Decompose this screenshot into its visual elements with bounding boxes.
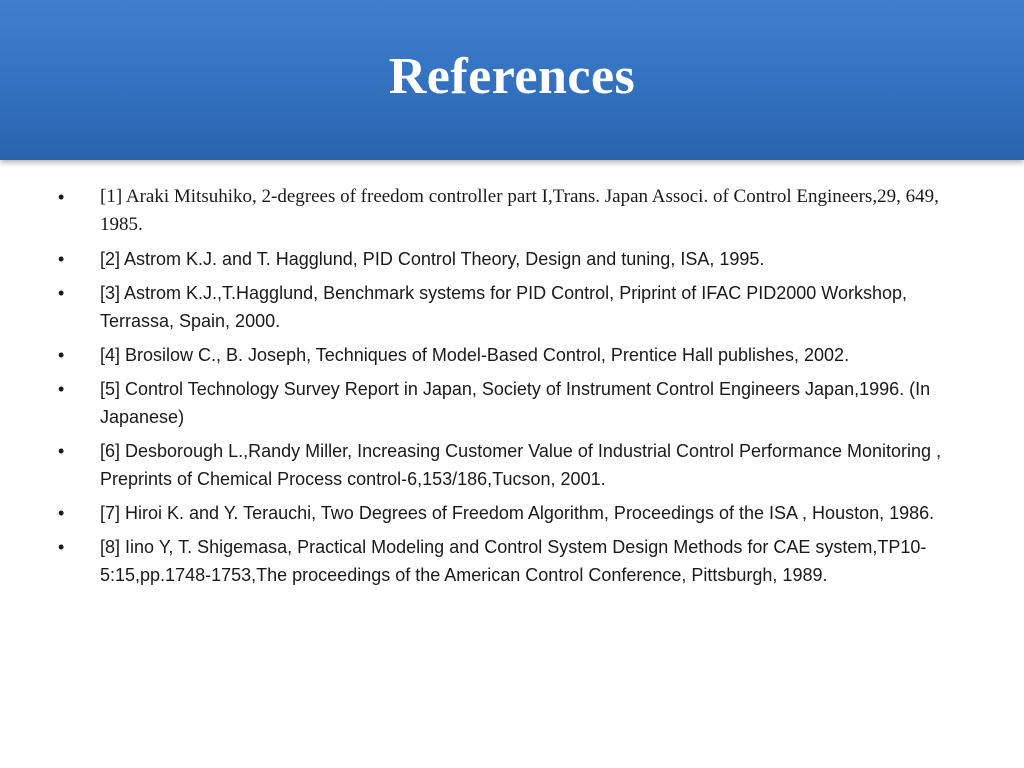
reference-item-3 [58, 279, 968, 335]
reference-text: [1] Araki Mitsuhiko, 2-degrees of freedom controller part I,Trans. Japan Associ. of Control Engineers,29, 649, 1985. [100, 186, 939, 235]
title-banner [0, 0, 1024, 160]
reference-list [58, 183, 968, 595]
slide-title: References [388, 47, 636, 105]
reference-item-7 [58, 499, 968, 527]
reference-item-8 [58, 533, 968, 589]
reference-item-2 [58, 245, 968, 273]
bullet-icon: • [58, 187, 65, 207]
reference-item-5 [58, 375, 968, 431]
bullet-icon: • [58, 283, 65, 303]
reference-item-6 [58, 437, 968, 493]
reference-text: [4] Brosilow C., B. Joseph, Techniques of Model-Based Control, Prentice Hall publishes, 2002. [100, 345, 850, 365]
bullet-icon: • [58, 379, 65, 399]
reference-text: [8] Iino Y, T. Shigemasa, Practical Modeling and Control System Design Methods for CAE system,TP10-5:15,pp.1748-1753,The proceedings of the American Control Conference, Pittsburgh, 1989. [100, 537, 927, 585]
reference-text: [6] Desborough L.,Randy Miller, Increasing Customer Value of Industrial Control Performance Monitoring , Preprints of Chemical Process control-6,153/186,Tucson, 2001. [100, 441, 942, 489]
bullet-icon: • [58, 503, 65, 523]
reference-item-4 [58, 341, 968, 369]
reference-text: [5] Control Technology Survey Report in Japan, Society of Instrument Control Engineers Japan,1996. (In Japanese) [100, 379, 931, 427]
reference-item-1 [58, 183, 968, 239]
reference-text: [7] Hiroi K. and Y. Terauchi, Two Degrees of Freedom Algorithm, Proceedings of the ISA , Houston, 1986. [100, 503, 935, 523]
bullet-icon: • [58, 345, 65, 365]
reference-text: [3] Astrom K.J.,T.Hagglund, Benchmark systems for PID Control, Priprint of IFAC PID2000 Workshop, Terrassa, Spain, 2000. [100, 283, 907, 331]
reference-text: [2] Astrom K.J. and T. Hagglund, PID Control Theory, Design and tuning, ISA, 1995. [100, 249, 765, 269]
bullet-icon: • [58, 441, 65, 461]
bullet-icon: • [58, 537, 65, 557]
bullet-icon: • [58, 249, 65, 269]
